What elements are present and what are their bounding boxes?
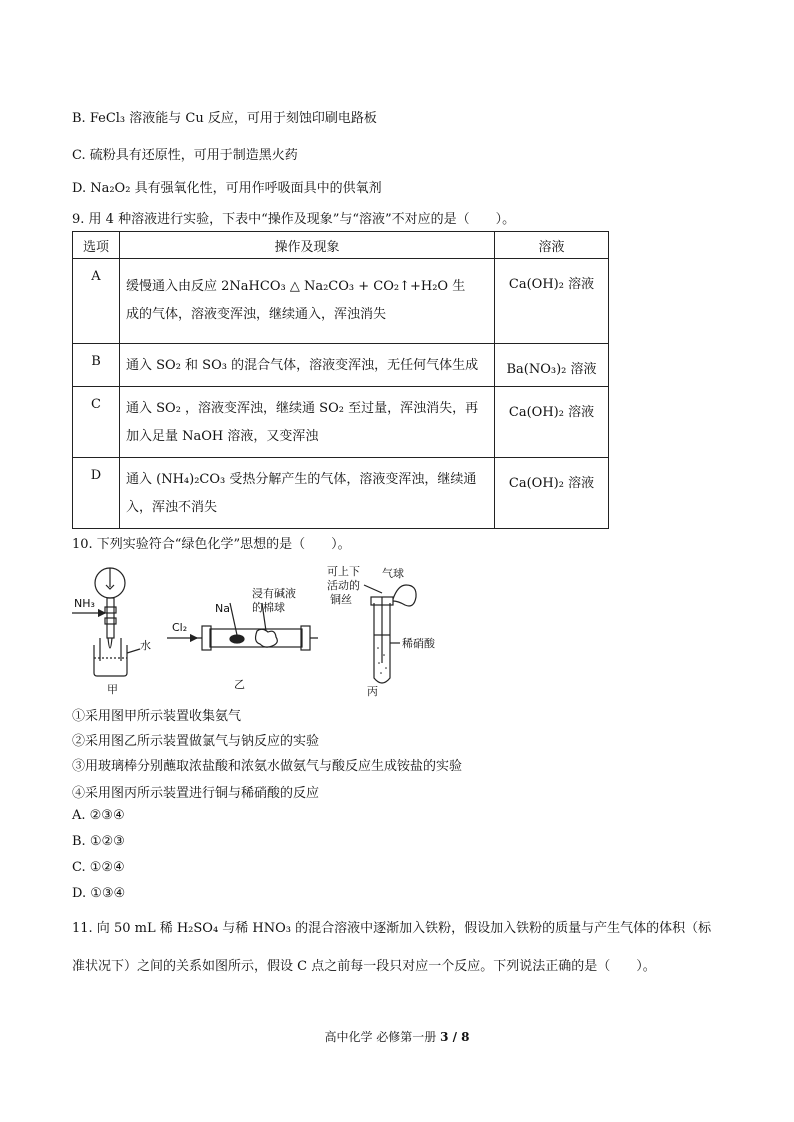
- header-option: 选项: [73, 232, 120, 259]
- row-operation-line1: 缓慢通入由反应 2NaHCO₃ △ Na₂CO₃ + CO₂↑+H₂O 生: [126, 279, 466, 294]
- question-11-line2: 准状况下）之间的关系如图所示，假设 C 点之前每一段只对应一个反应。下列说法正确的是（ ）。: [72, 959, 656, 974]
- header-solution: 溶液: [495, 232, 609, 259]
- option-b: B. FeCl₃ 溶液能与 Cu 反应，可用于刻蚀印刷电路板: [72, 111, 377, 126]
- choice-a: A. ②③④: [72, 808, 125, 823]
- row-operation-line1: 通入 (NH₄)₂CO₃ 受热分解产生的气体，溶液变浑浊，继续通: [126, 472, 477, 487]
- apparatus-yi: [167, 603, 318, 650]
- label-cotton-1: 浸有碱液: [252, 587, 296, 600]
- label-cotton-2: 的棉球: [252, 601, 285, 614]
- table-row: [73, 387, 609, 458]
- footer-subject: 高中化学 必修第一册: [324, 1030, 441, 1044]
- statement-2: ②采用图乙所示装置做氯气与钠反应的实验: [72, 734, 320, 749]
- row-option: B: [91, 354, 101, 369]
- label-copper-1: 可上下: [327, 565, 360, 578]
- caption-yi: 乙: [234, 678, 245, 691]
- row-option: A: [91, 269, 101, 284]
- row-solution: Ca(OH)₂ 溶液: [508, 277, 595, 292]
- row-operation-line2: 成的气体，溶液变浑浊，继续通入，浑浊消失: [126, 307, 387, 322]
- label-nh3: NH₃: [74, 597, 95, 610]
- question-9-table: [72, 231, 609, 529]
- label-cl2: Cl₂: [172, 621, 188, 634]
- question-10-stem: 10. 下列实验符合“绿色化学”思想的是（ ）。: [72, 537, 351, 552]
- question-11-line1: 11. 向 50 mL 稀 H₂SO₄ 与稀 HNO₃ 的混合溶液中逐渐加入铁粉，假设加入铁粉的质量与产生气体的体积（标: [72, 921, 712, 936]
- row-operation-line1: 通入 SO₂ 和 SO₃ 的混合气体，溶液变浑浊，无任何气体生成: [126, 358, 479, 373]
- label-nitric-acid: 稀硝酸: [402, 637, 435, 650]
- caption-jia: 甲: [107, 683, 118, 696]
- row-solution: Ba(NO₃)₂ 溶液: [506, 362, 597, 377]
- option-c: C. 硫粉具有还原性，可用于制造黑火药: [72, 148, 298, 163]
- label-balloon: 气球: [382, 567, 404, 580]
- row-operation-line2: 入，浑浊不消失: [126, 500, 218, 515]
- row-solution: Ca(OH)₂ 溶液: [508, 476, 595, 491]
- row-solution: Ca(OH)₂ 溶液: [508, 405, 595, 420]
- table-row: [73, 458, 609, 529]
- label-na: Na: [215, 602, 230, 615]
- apparatus-jia: [72, 568, 140, 676]
- page-number: 3 / 8: [440, 1030, 470, 1044]
- row-option: C: [91, 397, 101, 412]
- statement-3: ③用玻璃棒分别蘸取浓盐酸和浓氨水做氨气与酸反应生成铵盐的实验: [72, 759, 463, 774]
- label-copper-3: 铜丝: [330, 593, 352, 606]
- choice-d: D. ①③④: [72, 886, 126, 901]
- table-row: [73, 259, 609, 344]
- row-option: D: [90, 468, 102, 483]
- choice-b: B. ①②③: [72, 834, 125, 849]
- label-water: 水: [140, 639, 151, 652]
- caption-bing: 丙: [367, 685, 378, 698]
- page-footer: [0, 1028, 794, 1045]
- apparatus-bing: [364, 585, 416, 683]
- row-operation-line1: 通入 SO₂ ，溶液变浑浊，继续通 SO₂ 至过量，浑浊消失，再: [126, 401, 479, 416]
- table-header-row: [73, 232, 609, 259]
- label-copper-2: 活动的: [327, 579, 360, 592]
- statement-4: ④采用图丙所示装置进行铜与稀硝酸的反应: [72, 786, 320, 801]
- table-row: [73, 344, 609, 387]
- row-operation-line2: 加入足量 NaOH 溶液，又变浑浊: [126, 429, 319, 444]
- choice-c: C. ①②④: [72, 860, 125, 875]
- apparatus-figure: [72, 563, 452, 698]
- header-operation: 操作及现象: [120, 232, 495, 259]
- question-9-stem: 9. 用 4 种溶液进行实验，下表中“操作及现象”与“溶液”不对应的是（ ）。: [72, 212, 516, 227]
- option-d: D. Na₂O₂ 具有强氧化性，可用作呼吸面具中的供氧剂: [72, 181, 382, 196]
- statement-1: ①采用图甲所示装置收集氨气: [72, 709, 242, 724]
